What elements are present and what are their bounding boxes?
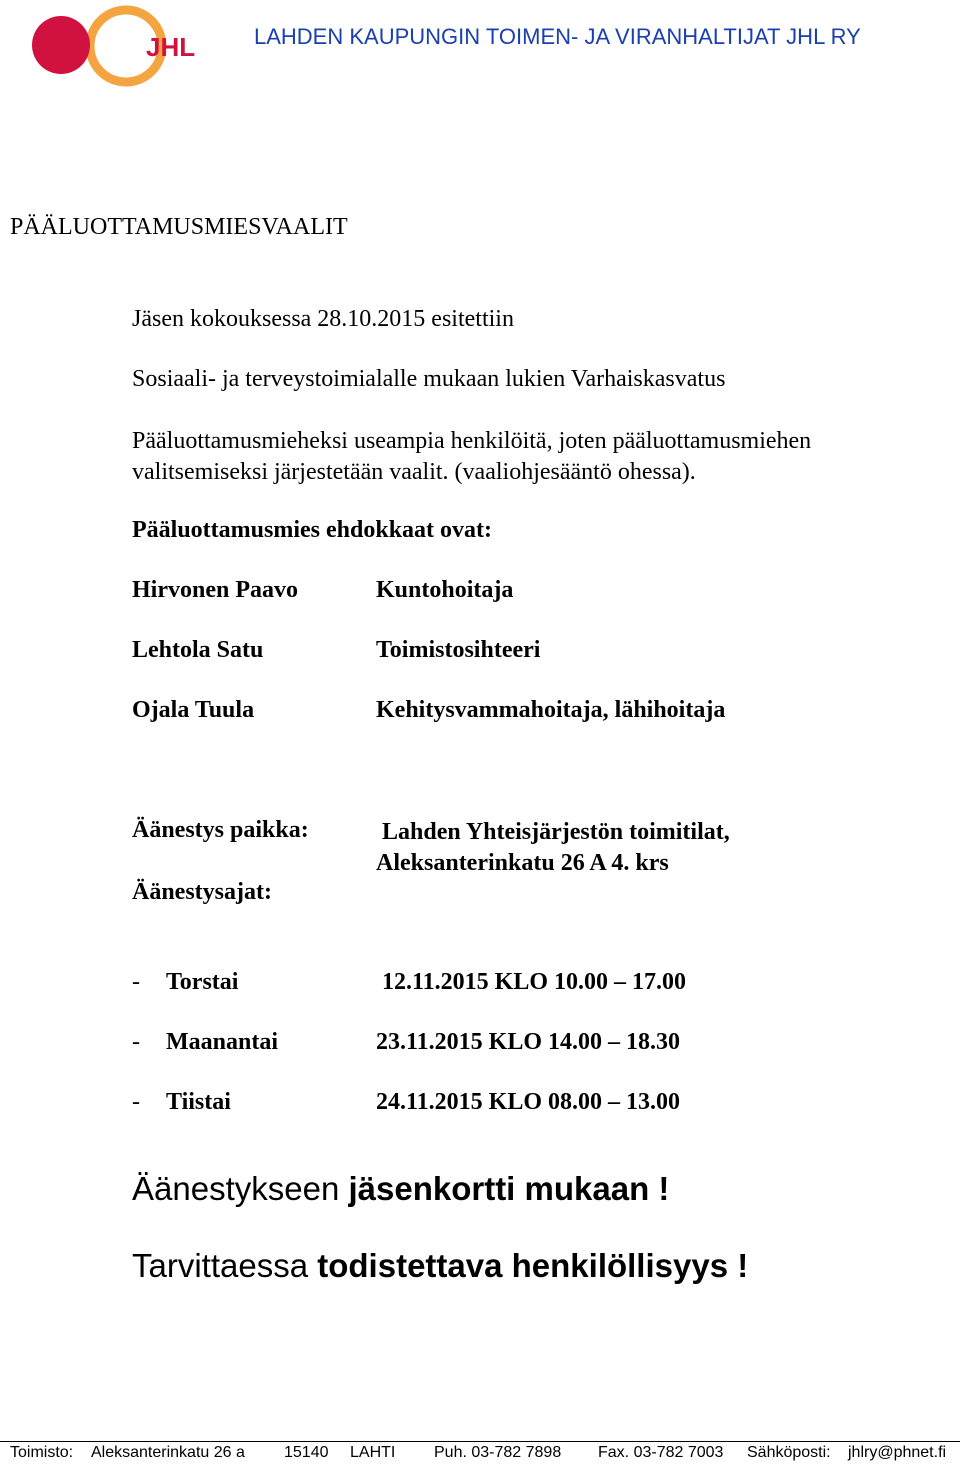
voting-place-line-1: Lahden Yhteisjärjestön toimitilat, — [382, 819, 730, 845]
notice-1-end: ! — [649, 1170, 670, 1207]
list-dash: - — [132, 1029, 140, 1055]
intro-line-1: Pääluottamusmieheksi useampia henkilöitä, joten pääluottamusmiehen — [132, 428, 812, 454]
notice-membership-card — [132, 1170, 669, 1208]
candidate-name: Ojala Tuula — [132, 697, 255, 723]
meeting-line: Jäsen kokouksessa 28.10.2015 esitettiin — [132, 306, 514, 332]
candidate-role: Kehitysvammahoitaja, lähihoitaja — [376, 697, 726, 723]
voting-place-label: Äänestys paikka: — [132, 817, 309, 843]
footer-office-label: Toimisto: — [10, 1444, 74, 1461]
voting-times-label: Äänestysajat: — [132, 879, 272, 905]
voting-day: Torstai — [166, 969, 239, 995]
voting-day: Tiistai — [166, 1089, 231, 1115]
intro-paragraph — [132, 426, 932, 488]
footer-email[interactable]: jhlry@phnet.fi — [848, 1444, 947, 1461]
candidates-heading: Pääluottamusmies ehdokkaat ovat: — [132, 517, 493, 543]
notice-1-plain: Äänestykseen — [132, 1170, 349, 1207]
notice-2-plain: Tarvittaessa — [132, 1247, 318, 1284]
organization-name: LAHDEN KAUPUNGIN TOIMEN- JA VIRANHALTIJAT JHL RY — [254, 24, 861, 49]
candidate-role: Toimistosihteeri — [376, 637, 541, 663]
notice-2-bold: todistettava henkilöllisyys — [317, 1247, 729, 1284]
voting-day: Maanantai — [166, 1029, 279, 1055]
voting-place-value — [376, 817, 730, 879]
voting-place-line-2: Aleksanterinkatu 26 A 4. krs — [376, 850, 669, 876]
intro-line-2: valitsemiseksi järjestetään vaalit. (vaaliohjesääntö ohessa). — [132, 459, 696, 485]
notice-2-end: ! — [728, 1247, 749, 1284]
footer-divider — [0, 1441, 960, 1442]
voting-datetime: 23.11.2015 KLO 14.00 – 18.30 — [376, 1029, 681, 1055]
candidate-role: Kuntohoitaja — [376, 577, 514, 603]
sector-line: Sosiaali- ja terveystoimialalle mukaan lukien Varhaiskasvatus — [132, 366, 726, 392]
notice-identity — [132, 1247, 748, 1285]
footer-address: Aleksanterinkatu 26 a — [91, 1444, 245, 1461]
notice-1-bold: jäsenkortti mukaan — [348, 1170, 650, 1207]
document-title: PÄÄLUOTTAMUSMIESVAALIT — [10, 214, 348, 240]
voting-datetime: 24.11.2015 KLO 08.00 – 13.00 — [376, 1089, 681, 1115]
voting-datetime: 12.11.2015 KLO 10.00 – 17.00 — [382, 969, 687, 995]
list-dash: - — [132, 969, 140, 995]
footer — [8, 1444, 960, 1464]
footer-fax: Fax. 03-782 7003 — [598, 1444, 724, 1461]
footer-email-label: Sähköposti: — [747, 1444, 831, 1461]
candidate-name: Hirvonen Paavo — [132, 577, 298, 603]
footer-phone: Puh. 03-782 7898 — [434, 1444, 562, 1461]
jhl-logo — [28, 4, 218, 88]
list-dash: - — [132, 1089, 140, 1115]
footer-city: LAHTI — [350, 1444, 396, 1461]
candidate-name: Lehtola Satu — [132, 637, 264, 663]
footer-postal-code: 15140 — [284, 1444, 329, 1461]
logo-text: JHL — [146, 32, 196, 62]
